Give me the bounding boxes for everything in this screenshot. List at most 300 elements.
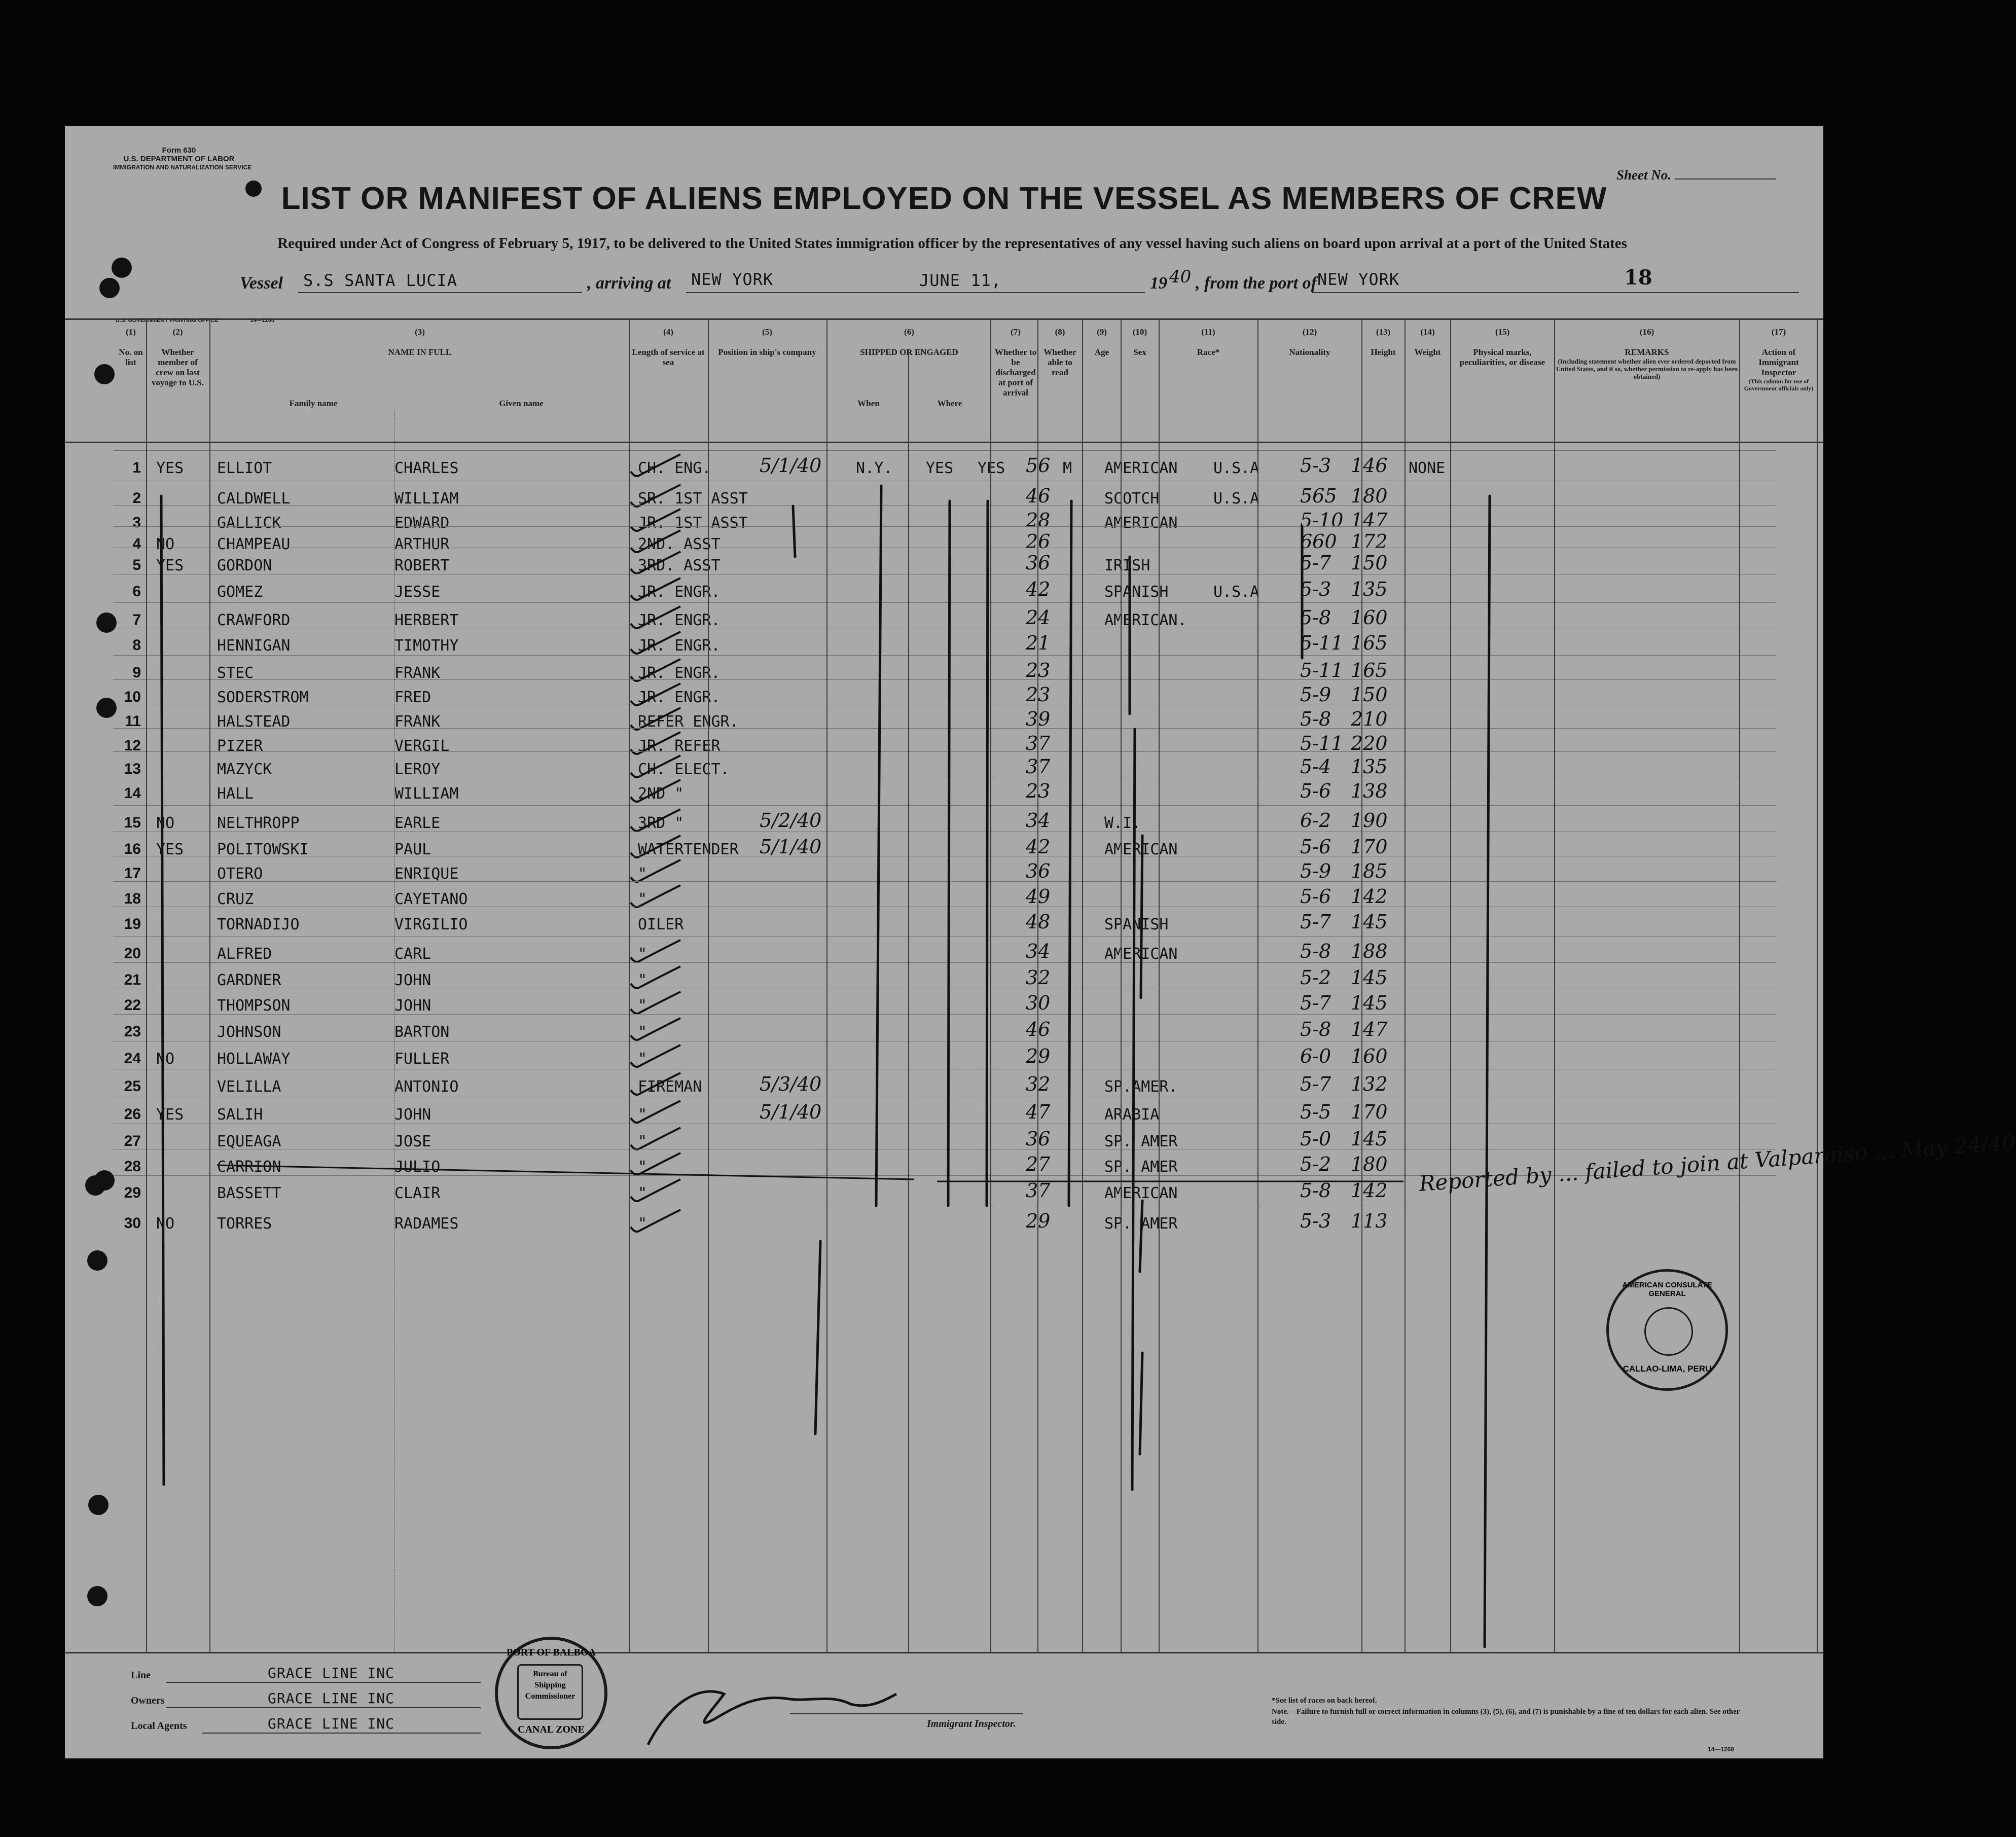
family-name: CRAWFORD bbox=[217, 611, 291, 629]
given-name: CLAIR bbox=[394, 1184, 441, 1202]
owners-label: Owners bbox=[131, 1695, 165, 1706]
col-number: (5) bbox=[762, 327, 772, 337]
shipped-when: 5/2/40 bbox=[760, 809, 822, 832]
family-name: BASSETT bbox=[217, 1184, 281, 1202]
col-number: (7) bbox=[1011, 327, 1021, 337]
weight: 142 bbox=[1351, 885, 1388, 908]
col-label: Sex bbox=[1133, 347, 1146, 357]
position: CH. ENG. bbox=[638, 459, 711, 477]
weight: 113 bbox=[1351, 1210, 1388, 1232]
family-name: MAZYCK bbox=[217, 761, 272, 778]
position: JR. ENGR. bbox=[638, 637, 721, 655]
position: JR. ENGR. bbox=[638, 611, 721, 629]
given-name: FULLER bbox=[394, 1050, 450, 1068]
col-label: Race* bbox=[1197, 347, 1220, 357]
given-name: FRANK bbox=[394, 664, 441, 682]
height: 5-8 bbox=[1300, 1018, 1331, 1040]
given-name: ENRIQUE bbox=[394, 865, 459, 883]
position: JR. ENGR. bbox=[638, 664, 721, 682]
given-name: BARTON bbox=[394, 1023, 450, 1041]
age: 21 bbox=[1026, 632, 1051, 654]
height: 5-7 bbox=[1300, 552, 1331, 574]
col-number: (10) bbox=[1132, 327, 1147, 337]
col-label: Action of Immigrant Inspector bbox=[1758, 347, 1799, 377]
height: 5-6 bbox=[1300, 836, 1331, 858]
family-name: SALIH bbox=[217, 1106, 263, 1124]
age: 32 bbox=[1026, 966, 1051, 989]
arrival-date: JUNE 11, bbox=[919, 271, 1002, 290]
family-name: GALLICK bbox=[217, 514, 281, 532]
race: SP. AMER bbox=[1104, 1158, 1178, 1176]
family-name: ALFRED bbox=[217, 945, 272, 963]
age: 36 bbox=[1026, 860, 1051, 882]
race: SPANISH bbox=[1104, 583, 1169, 601]
col-label: Height bbox=[1371, 347, 1396, 357]
family-name: CALDWELL bbox=[217, 490, 291, 508]
height: 565 bbox=[1300, 485, 1337, 507]
position: CH. ELECT. bbox=[638, 761, 730, 778]
given-name: LEROY bbox=[394, 761, 441, 778]
race: AMERICAN bbox=[1104, 514, 1178, 532]
races-note: *See list of races on back hereof. bbox=[1272, 1697, 1377, 1705]
age: 27 bbox=[1026, 1153, 1051, 1175]
owners-value: GRACE LINE INC bbox=[268, 1690, 395, 1707]
weight: 160 bbox=[1351, 1045, 1388, 1067]
height: 660 bbox=[1300, 530, 1337, 553]
age: 49 bbox=[1026, 885, 1051, 908]
col-label: SHIPPED OR ENGAGED bbox=[860, 347, 958, 357]
col-label: No. on list bbox=[119, 347, 143, 367]
race: W.I. bbox=[1104, 814, 1141, 832]
weight: 165 bbox=[1351, 659, 1388, 681]
department: U.S. DEPARTMENT OF LABOR bbox=[123, 155, 235, 163]
position: " bbox=[638, 1023, 647, 1041]
family-name: OTERO bbox=[217, 865, 263, 883]
col-label: REMARKS bbox=[1625, 347, 1669, 357]
weight: 145 bbox=[1351, 911, 1388, 933]
able-to-read: YES bbox=[978, 459, 1005, 477]
height: 5-3 bbox=[1300, 1210, 1331, 1232]
weight: 165 bbox=[1351, 632, 1388, 654]
height: 5-3 bbox=[1300, 454, 1331, 477]
height: 5-6 bbox=[1300, 885, 1331, 908]
race: SP. AMER bbox=[1104, 1215, 1178, 1233]
page-title: LIST OR MANIFEST OF ALIENS EMPLOYED ON THE VESSEL AS MEMBERS OF CREW bbox=[281, 181, 1607, 216]
height: 5-8 bbox=[1300, 708, 1331, 730]
height: 5-11 bbox=[1300, 632, 1344, 654]
family-name: HALSTEAD bbox=[217, 713, 291, 731]
remark-deserted: Reported by ... failed to join at Valparaiso ... May 24/40 bbox=[1418, 1129, 2016, 1197]
weight: 160 bbox=[1351, 606, 1388, 629]
height: 5-7 bbox=[1300, 1073, 1331, 1095]
given-name: WILLIAM bbox=[394, 785, 459, 803]
given-name: CAYETANO bbox=[394, 890, 468, 908]
position: " bbox=[638, 1158, 647, 1176]
list-number: 29 bbox=[124, 1184, 141, 1201]
col-note: (This column for use of Government officials only) bbox=[1744, 378, 1814, 392]
list-number: 3 bbox=[132, 514, 141, 531]
weight: 138 bbox=[1351, 780, 1388, 802]
family-name: HENNIGAN bbox=[217, 637, 291, 655]
position: FIREMAN bbox=[638, 1078, 702, 1096]
col-number: (12) bbox=[1302, 327, 1317, 337]
discharged: YES bbox=[926, 459, 954, 477]
position: WATERTENDER bbox=[638, 841, 739, 858]
col-label: Physical marks, peculiarities, or disease bbox=[1459, 347, 1545, 367]
age: 39 bbox=[1026, 708, 1051, 730]
race: AMERICAN bbox=[1104, 1184, 1178, 1202]
year-suffix: 40 bbox=[1169, 267, 1192, 287]
sheet-no-text: Sheet No. bbox=[1616, 167, 1671, 183]
age: 23 bbox=[1026, 780, 1051, 802]
list-number: 19 bbox=[124, 916, 141, 932]
agents-value: GRACE LINE INC bbox=[268, 1715, 395, 1732]
given-name: JULIO bbox=[394, 1158, 441, 1176]
age: 30 bbox=[1026, 992, 1051, 1014]
col-number: (14) bbox=[1420, 327, 1435, 337]
shipped-when: 5/1/40 bbox=[760, 1101, 822, 1123]
list-number: 30 bbox=[124, 1215, 141, 1232]
stamp-ring-top: PORT OF BALBOA bbox=[507, 1647, 596, 1658]
list-number: 15 bbox=[124, 814, 141, 831]
list-number: 1 bbox=[132, 459, 141, 476]
shipped-when: 5/3/40 bbox=[760, 1073, 822, 1095]
list-number: 23 bbox=[124, 1023, 141, 1040]
given-name: JOHN bbox=[394, 997, 431, 1015]
given-name: ROBERT bbox=[394, 557, 450, 574]
position: " bbox=[638, 945, 647, 963]
list-number: 26 bbox=[124, 1106, 141, 1123]
height: 5-8 bbox=[1300, 1179, 1331, 1202]
weight: 150 bbox=[1351, 552, 1388, 574]
family-name: CHAMPEAU bbox=[217, 535, 291, 553]
col-number: (4) bbox=[663, 327, 673, 337]
given-name: HERBERT bbox=[394, 611, 459, 629]
list-number: 16 bbox=[124, 841, 141, 857]
last-voyage: NO bbox=[156, 1215, 175, 1233]
list-number: 10 bbox=[124, 689, 141, 705]
position: " bbox=[638, 971, 647, 989]
where-header: Where bbox=[937, 399, 962, 408]
family-name: CARRION bbox=[217, 1158, 281, 1176]
weight: 180 bbox=[1351, 485, 1388, 507]
position: " bbox=[638, 1050, 647, 1068]
position: " bbox=[638, 997, 647, 1015]
position: 3RD " bbox=[638, 814, 684, 832]
position: REFER ENGR. bbox=[638, 713, 739, 731]
weight: 170 bbox=[1351, 836, 1388, 858]
list-number: 22 bbox=[124, 997, 141, 1014]
race: ARABIA bbox=[1104, 1106, 1160, 1124]
family-name: STEC bbox=[217, 664, 254, 682]
physical-marks: NONE bbox=[1409, 459, 1446, 477]
family-name: POLITOWSKI bbox=[217, 841, 309, 858]
penalty-note: Note.—Failure to furnish full or correct information in columns (3), (5), (6), and (7) is punishable by a fine of ten dollars for each alien. See other side. bbox=[1272, 1708, 1740, 1726]
list-number: 8 bbox=[132, 637, 141, 654]
strike-line bbox=[65, 126, 2016, 1758]
col-number: (13) bbox=[1376, 327, 1391, 337]
height: 5-4 bbox=[1300, 755, 1331, 778]
height: 5-7 bbox=[1300, 992, 1331, 1014]
family-name: TORNADIJO bbox=[217, 916, 300, 933]
family-name: JOHNSON bbox=[217, 1023, 281, 1041]
given-name: VERGIL bbox=[394, 737, 450, 755]
list-number: 24 bbox=[124, 1050, 141, 1067]
col-label: Whether able to read bbox=[1043, 347, 1076, 377]
col-label: Age bbox=[1094, 347, 1109, 357]
race: SP.AMER. bbox=[1104, 1078, 1178, 1096]
family-name-header: Family name bbox=[289, 399, 338, 408]
line-value: GRACE LINE INC bbox=[268, 1665, 395, 1681]
col-number: (9) bbox=[1097, 327, 1107, 337]
given-name: RADAMES bbox=[394, 1215, 459, 1233]
col-note: (Including statement whether alien ever ordered deported from United States, and if so, whether permission to re-apply has been obtained) bbox=[1556, 357, 1738, 380]
weight: 145 bbox=[1351, 992, 1388, 1014]
last-voyage: YES bbox=[156, 1106, 184, 1124]
weight: 135 bbox=[1351, 578, 1388, 600]
col-number: (8) bbox=[1055, 327, 1065, 337]
age: 36 bbox=[1026, 552, 1051, 574]
position: 2ND. ASST bbox=[638, 535, 721, 553]
given-name: JOSE bbox=[394, 1133, 431, 1150]
weight: 147 bbox=[1351, 1018, 1388, 1040]
sex: M bbox=[1063, 459, 1072, 477]
weight: 147 bbox=[1351, 509, 1388, 531]
age: 24 bbox=[1026, 606, 1051, 629]
last-voyage: YES bbox=[156, 841, 184, 858]
family-name: ELLIOT bbox=[217, 459, 272, 477]
position: JR. ENGR. bbox=[638, 689, 721, 706]
height: 5-8 bbox=[1300, 940, 1331, 962]
last-voyage: YES bbox=[156, 459, 184, 477]
age: 28 bbox=[1026, 509, 1051, 531]
height: 6-2 bbox=[1300, 809, 1331, 832]
race: AMERICAN bbox=[1104, 841, 1178, 858]
race: SP. AMER bbox=[1104, 1133, 1178, 1150]
position: " bbox=[638, 865, 647, 883]
service: IMMIGRATION AND NATURALIZATION SERVICE bbox=[113, 164, 252, 171]
race: SPANISH bbox=[1104, 916, 1169, 933]
stamp-ring-bottom: CANAL ZONE bbox=[518, 1724, 585, 1735]
height: 5-9 bbox=[1300, 860, 1331, 882]
last-voyage: YES bbox=[156, 557, 184, 574]
age: 47 bbox=[1026, 1101, 1051, 1123]
inspector-label: Immigrant Inspector. bbox=[927, 1718, 1016, 1730]
age: 46 bbox=[1026, 1018, 1051, 1040]
weight: 170 bbox=[1351, 1101, 1388, 1123]
race: AMERICAN. bbox=[1104, 611, 1187, 629]
race: IRISH bbox=[1104, 557, 1150, 574]
list-number: 2 bbox=[132, 490, 141, 507]
footer-print-code: 14—1260 bbox=[1708, 1746, 1735, 1753]
age: 48 bbox=[1026, 911, 1051, 933]
position: " bbox=[638, 1184, 647, 1202]
position: JR. REFER bbox=[638, 737, 721, 755]
age: 34 bbox=[1026, 809, 1051, 832]
height: 5-11 bbox=[1300, 659, 1344, 681]
printing-office-text: U.S. GOVERNMENT PRINTING OFFICE bbox=[116, 317, 219, 323]
list-number: 9 bbox=[132, 664, 141, 681]
height: 5-8 bbox=[1300, 606, 1331, 629]
col-label: Nationality bbox=[1289, 347, 1330, 357]
consulate-stamp bbox=[1606, 1269, 1728, 1391]
sheet-number: 18 bbox=[1624, 266, 1652, 290]
nationality: U.S.A bbox=[1213, 583, 1259, 601]
list-number: 7 bbox=[132, 611, 141, 628]
height: 5-6 bbox=[1300, 780, 1331, 802]
stamp-top-text: AMERICAN CONSULATE GENERAL bbox=[1622, 1281, 1712, 1298]
line-label: Line bbox=[131, 1670, 151, 1681]
weight: 180 bbox=[1351, 1153, 1388, 1175]
age: 36 bbox=[1026, 1128, 1051, 1150]
given-name: WILLIAM bbox=[394, 490, 459, 508]
stamp-bottom-text: CALLAO-LIMA, PERU bbox=[1623, 1364, 1712, 1374]
age: 42 bbox=[1026, 578, 1051, 600]
age: 37 bbox=[1026, 1179, 1051, 1202]
arriving-label: , arriving at bbox=[587, 274, 671, 293]
vessel-name: S.S SANTA LUCIA bbox=[303, 271, 457, 290]
position: JR. 1ST ASST bbox=[638, 514, 748, 532]
given-name: JOHN bbox=[394, 971, 431, 989]
given-name: FRED bbox=[394, 689, 431, 706]
family-name: SODERSTROM bbox=[217, 689, 309, 706]
given-name: EDWARD bbox=[394, 514, 450, 532]
family-name: TORRES bbox=[217, 1215, 272, 1233]
position: " bbox=[638, 1215, 647, 1233]
col-label: Weight bbox=[1414, 347, 1441, 357]
list-number: 27 bbox=[124, 1133, 141, 1149]
col-number: (6) bbox=[904, 327, 914, 337]
height: 5-2 bbox=[1300, 966, 1331, 989]
last-voyage: NO bbox=[156, 535, 175, 553]
col-label: Whether member of crew on last voyage to U.S. bbox=[152, 347, 204, 387]
list-number: 11 bbox=[125, 713, 141, 730]
age: 29 bbox=[1026, 1045, 1051, 1067]
weight: 220 bbox=[1351, 732, 1388, 754]
family-name: GORDON bbox=[217, 557, 272, 574]
stamp-center-text: Bureau of Shipping Commissioner bbox=[517, 1664, 583, 1720]
age: 23 bbox=[1026, 683, 1051, 706]
height: 5-5 bbox=[1300, 1101, 1331, 1123]
family-name: VELILLA bbox=[217, 1078, 281, 1096]
given-name: CHARLES bbox=[394, 459, 459, 477]
age: 42 bbox=[1026, 836, 1051, 858]
last-voyage: NO bbox=[156, 814, 175, 832]
weight: 172 bbox=[1351, 530, 1388, 553]
weight: 145 bbox=[1351, 966, 1388, 989]
age: 56 bbox=[1026, 454, 1051, 477]
family-name: CRUZ bbox=[217, 890, 254, 908]
position: 2ND " bbox=[638, 785, 684, 803]
position: " bbox=[638, 1133, 647, 1150]
weight: 188 bbox=[1351, 940, 1388, 962]
weight: 142 bbox=[1351, 1179, 1388, 1202]
nationality: U.S.A bbox=[1213, 459, 1259, 477]
weight: 150 bbox=[1351, 683, 1388, 706]
list-number: 20 bbox=[124, 945, 141, 962]
given-name: PAUL bbox=[394, 841, 431, 858]
given-name: EARLE bbox=[394, 814, 441, 832]
given-name: ARTHUR bbox=[394, 535, 450, 553]
family-name: NELTHROPP bbox=[217, 814, 300, 832]
agents-label: Local Agents bbox=[131, 1720, 187, 1732]
age: 37 bbox=[1026, 755, 1051, 778]
col-label: NAME IN FULL bbox=[388, 347, 452, 357]
given-name: VIRGILIO bbox=[394, 916, 468, 933]
race: AMERICAN bbox=[1104, 945, 1178, 963]
weight: 185 bbox=[1351, 860, 1388, 882]
family-name: HALL bbox=[217, 785, 254, 803]
position: 3RD. ASST bbox=[638, 557, 721, 574]
list-number: 14 bbox=[124, 785, 141, 802]
balboa-stamp bbox=[495, 1637, 607, 1749]
height: 5-7 bbox=[1300, 911, 1331, 933]
family-name: THOMPSON bbox=[217, 997, 291, 1015]
family-name: GARDNER bbox=[217, 971, 281, 989]
list-number: 4 bbox=[132, 535, 141, 552]
list-number: 25 bbox=[124, 1078, 141, 1095]
list-number: 13 bbox=[124, 761, 141, 777]
given-name-header: Given name bbox=[499, 399, 544, 408]
height: 5-9 bbox=[1300, 683, 1331, 706]
weight: 190 bbox=[1351, 809, 1388, 832]
position: " bbox=[638, 890, 647, 908]
shipped-where: N.Y. bbox=[856, 459, 893, 477]
weight: 135 bbox=[1351, 755, 1388, 778]
given-name: TIMOTHY bbox=[394, 637, 459, 655]
col-number: (2) bbox=[172, 327, 183, 337]
height: 5-0 bbox=[1300, 1128, 1331, 1150]
col-label: Position in ship's company bbox=[718, 347, 816, 357]
age: 37 bbox=[1026, 732, 1051, 754]
col-number: (3) bbox=[415, 327, 425, 337]
manifest-sheet bbox=[65, 126, 2016, 1758]
nationality: U.S.A bbox=[1213, 490, 1259, 508]
shipped-when: 5/1/40 bbox=[760, 836, 822, 858]
when-header: When bbox=[857, 399, 880, 408]
col-number: (16) bbox=[1639, 327, 1654, 337]
form-number: Form 630 bbox=[162, 146, 196, 155]
given-name: JOHN bbox=[394, 1106, 431, 1124]
from-port: NEW YORK bbox=[1317, 270, 1400, 289]
position: OILER bbox=[638, 916, 684, 933]
col-number: (11) bbox=[1201, 327, 1215, 337]
inspector-signature bbox=[638, 1674, 902, 1750]
position: JR. ENGR. bbox=[638, 583, 721, 601]
age: 34 bbox=[1026, 940, 1051, 962]
shipped-when: 5/1/40 bbox=[760, 454, 822, 477]
list-number: 28 bbox=[124, 1158, 141, 1175]
list-number: 17 bbox=[124, 865, 141, 882]
list-number: 21 bbox=[124, 971, 141, 988]
list-number: 5 bbox=[132, 557, 141, 573]
weight: 132 bbox=[1351, 1073, 1388, 1095]
eagle-seal-icon bbox=[1644, 1307, 1693, 1356]
family-name: GOMEZ bbox=[217, 583, 263, 601]
given-name: CARL bbox=[394, 945, 431, 963]
page-subtitle: Required under Act of Congress of February 5, 1917, to be delivered to the United States immigration officer by the representatives of any vessel having such aliens on board upon arrival at a port of the United States bbox=[277, 235, 1627, 251]
col-number: (15) bbox=[1495, 327, 1510, 337]
year-prefix: 19 bbox=[1150, 274, 1167, 293]
col-number: (17) bbox=[1771, 327, 1786, 337]
family-name: EQUEAGA bbox=[217, 1133, 281, 1150]
race: AMERICAN bbox=[1104, 459, 1178, 477]
weight: 145 bbox=[1351, 1128, 1388, 1150]
family-name: PIZER bbox=[217, 737, 263, 755]
height: 6-0 bbox=[1300, 1045, 1331, 1067]
last-voyage: NO bbox=[156, 1050, 175, 1068]
list-number: 6 bbox=[132, 583, 141, 600]
